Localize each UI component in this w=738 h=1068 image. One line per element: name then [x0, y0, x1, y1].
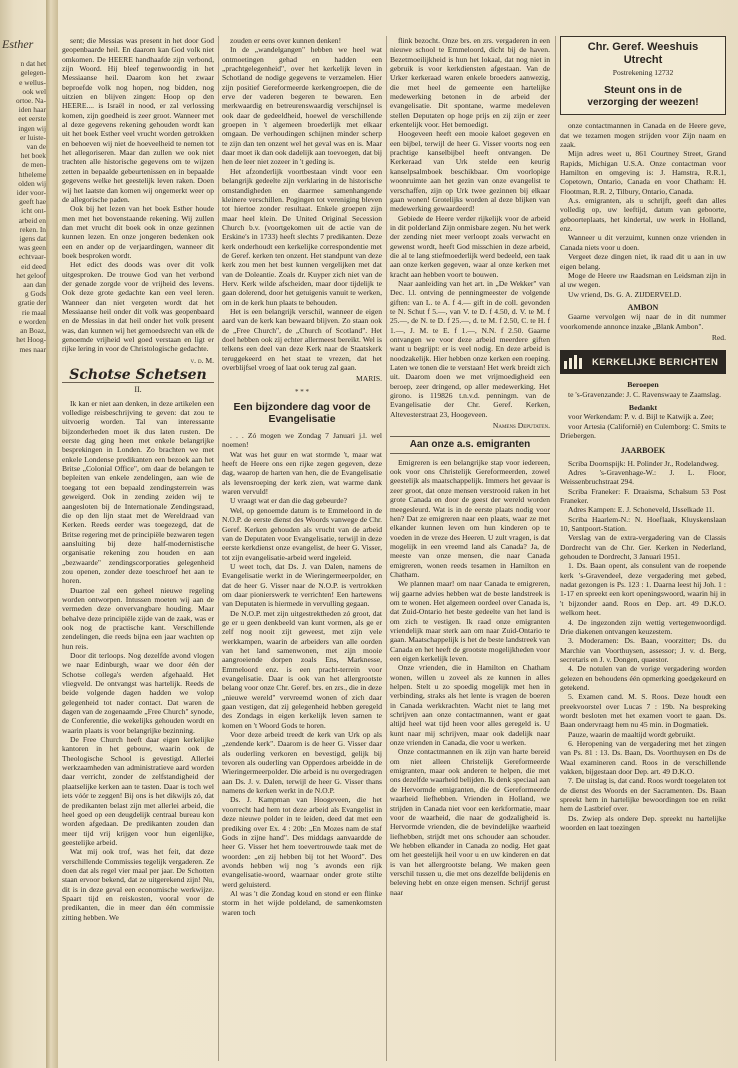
- edge-line: eid deed: [21, 261, 46, 271]
- section-title-schotse-schetsen: Schotse Schetsen: [62, 371, 214, 383]
- edge-line: er luiste-: [19, 132, 46, 142]
- verslag-paragraph: Ds. Zwiep als ondere Dep. spreekt nu hartelijke woorden en laat toezingen: [560, 813, 726, 833]
- edge-header: Esther: [2, 40, 34, 51]
- paragraph: Onze contactmannen en ik zijn van harte bereid om niet alleen Christelijk Gereformeerde emigranten, maar ook anderen te helpen, die met ons dezelfde waarheid belijden. Ik denk speciaal aan de Hervormde emigranten, die de Gereformeerde waarheid liefhebben. Vrienden in Holland, we strijden in Canada niet voor een kerkformatie, maar voor de waarheid, die naar de godzaligheid is. Hervormde vrienden, die de bevindelijke waarheid liefhebben, strijdt met ons schouder aan schouder. We hebben elkander in Canada zo nodig. Het gaat om het geestelijk heil voor u en uw kinderen en dat is van het allergrootste belang. We maken geen verschil tussen u, die met ons dezelfde belijdenis en beleving hebt en onze eigen mensen. Schrijf gerust naar: [390, 747, 550, 897]
- paragraph: Het edict des doods was over dit volk uitgesproken. De trouwe God van het verbond der genade zorgde voor de vrijheid des levens. Ook deze grote gedachte kan een veel leren. Wanneer dan niet vergeten wordt dat het Messiaanse heil onder dit volk was geopenbaard en de Messias in dat heil onder het volk present was, dan kunnen wij het gemoedsrecht van elk de genoemde vrijheid wel goed verstaan en ligt er rijke lering in voor de Christologische gedachte.: [62, 260, 214, 354]
- paragraph: zouden er eens over kunnen denken!: [230, 36, 342, 45]
- paragraph: Voor deze arbeid treedt de kerk van Urk op als „zendende kerk". Daarom is de heer G. Visser daar als ouderling verkoren en bevestigd, gelijk bij tevoren als ouderling van Opperdoes arbeidde in de Wieringermeerpolder. Die arbeid is nu overgedragen aan Ds. J. v. Dalen, terwijl de heer G. Visser thans namens de kerken werkt in de N.O.P.: [222, 730, 382, 796]
- verslag-paragraph: 5. Examen cand. M. S. Roos. Deze houdt een preekvoorstel over Lucas 7 : 19b. Na bespreking wordt besloten met het examen voort te gaan. Ds. Baan ondervraagt hem nu 45 min. in Dogmatiek.: [560, 692, 726, 730]
- column-2: [222, 36, 382, 1061]
- paragraph: Moge de Heere uw Raadsman en Leidsman zijn in al uw wegen.: [560, 270, 726, 290]
- paragraph: Wat mij ook trof, was het feit, dat deze verschillende Commissies tegelijk vergaderen. Ze doen dat als regel vier maal per jaar. De Schotten staan ervoor bekend, dat ze uitgerekend zijn! Nu, dit is in deze geval een economische werkwijze. Spaart tijd en reiskosten, vooral voor de predikanten, die in meer dan één commissie zitting hebben. We: [62, 847, 214, 922]
- paragraph: In de „wandelgangen" hebben we heel wat ontmoetingen gehad en hadden een „prachtgelegenheid", over het kerkelijk leven in Schotland de nodige gegevens te verzamelen. Hier zijn positief Gereformeerde kerkengroepen, die de erve der vaderen begeren te bewaren. Een merkwaardig en betreurenswaardig verschijnsel is ook daar de gedeeldheid, hoewel de verschillende groepen in 't algemeen broederlijk met elkaar omgaan. De verhoudingen schijnen minder scherp te zijn dan ten onzent wel het geval was en is. Maar daar moet ik dan ook dadelijk aan toevoegen, dat bij hen de leer niet zozeer in 't geding is.: [222, 45, 382, 167]
- beroepen-title: Beroepen: [627, 380, 659, 390]
- paragraph: Wel, op genoemde datum is te Emmeloord in de N.O.P. de eerste dienst des Woords vanwege de Chr. Geref. Kerken gehouden als vrucht van de arbeid van de Deputaten voor Evangelisatie, terwijl in deze eerste kerkdienst onze evangelist, de heer G. Visser, tot zijn evangelisatie-arbeid werd ingeleid.: [222, 505, 382, 562]
- edge-line: arbeid en: [18, 215, 46, 225]
- paragraph: U weet toch, dat Ds. J. van Dalen, namens de Evangelisatie werkt in de Wieringermeerpolder, en dat de heer G. Visser naar de N.O.P. is vertrokken om daar pionierswerk te verrichten! Een hartewens van Deputaten is hiermede in vervulling gegaan.: [222, 561, 382, 609]
- left-edge-column: [0, 40, 46, 1060]
- paragraph: Wanneer u dit verzuimt, kunnen onze vrienden in Canada niets voor u doen.: [560, 233, 726, 252]
- edge-line: eet eerste: [18, 114, 46, 124]
- column-rule: [218, 36, 219, 1061]
- ambon-text: Gaarne vervolgen wij naar de in dit nummer voorkomende annonce inzake „Blank Ambon".: [560, 312, 726, 331]
- edge-line: an Boaz,: [20, 326, 46, 336]
- edge-line: e worden: [18, 316, 46, 326]
- verslag-paragraph: 1. Ds. Baan opent, als consulent van de roepende kerk 's-Gravendeel, deze vergadering met gebed, nadat gezongen is Ps. 123 : 1. Daarna leest hij Joh. 1 : 1-17 en spreekt een kort openingswoord, waarin hij in 't bijzonder aand. Roos en Dep. art. 49 D.K.O. welkom heet.: [560, 561, 726, 618]
- edge-line: het geloof: [16, 270, 46, 280]
- paragraph: De Free Church heeft daar eigen kerkelijke kantoren in het gebouw, waarin ook de Theologische School is gevestigd. Allerlei werkzaamheden van administratieve aard worden daar verricht, zonder de zelfstandigheid der plaatselijke kerken aan te tasten. Daar is toch wel iets vóór te zeggen! Bij ons is het dikwijls zó, dat de predikanten belast zijn met allerlei arbeid, die heel goed op een deugdelijk centraal bureau kon worden afgedaan. De predikanten zouden dan meer tijd vrij krijgen voor hun eigenlijke, geestelijke arbeid.: [62, 735, 214, 847]
- edge-line: aan dan: [23, 280, 46, 290]
- edge-line: was geen: [18, 243, 46, 253]
- part-number: II.: [134, 385, 142, 395]
- paragraph: Ds. J. Kampman van Hoogeveen, die het voorrecht had hem tot deze arbeid als Evangelist in deze nieuwe polder in te leiden, deed dat met een prediking over Ex. 4 : 20b: „En Mozes nam de staf Gods in zijne hand". Des middags aanvaardde de heer G. Visser het hem toevertrouwde taak met de woorden: „en zij hebben bij tot het Woord". Des avonds hebben wij nog 's avonds een rijk evangelisatie-woord, waarnaar onder grote stilte werd geluisterd.: [222, 795, 382, 889]
- edge-line: igens dat: [19, 234, 46, 244]
- edge-line: echtvaar-: [18, 252, 46, 262]
- bedankt-line: voor Werkendam: P. v. d. Bijl te Katwijk a. Zee;: [568, 412, 714, 422]
- edge-line: reken. In: [19, 224, 46, 234]
- paragraph: Naar aanleiding van het art. in „De Wekker" van Dec. l.l. ontving de penningmeester de volgende giften: van L. te A. f 4.— gift in de coll. gevonden te N. Schut f 5.—, van V. te D. f 4.50, d. V. te M. f 25.—, de N. te D. f 25.—, d. te M. f 2.50, C. te H. f 1.—, J. M. te E. f 1.—, N.N. f 2.50. Gaarne ontvangen we voor deze arbeid meerdere giften want u begrijpt: er is veel nodig. En deze arbeid is noodzakelijk. Hier hebben onze kerken een roeping. Laten we tonen die te verstaan! Het werk breidt zich uit. Daarom doen we met vrijmoedigheid een beroep, zeer dringend, op aller medewerking. Het girono. is 119826 t.n.v.d. penningm. van de Evangelisatie der Chr. Geref. Kerken, Altevesterstraat 23, Hoogeveen.: [390, 278, 550, 419]
- edge-line: gelegen-: [20, 68, 46, 78]
- paragraph: Ook bij het lezen van het boek Esther houde men met het bovenstaande rekening. Wij zullen dan met vrucht dit boek ook in onze gezinnen kunnen lezen. En onze jongeren bedenken ook een en ander op de verjaardingen, wanneer dit boek besproken wordt.: [62, 204, 214, 260]
- paragraph: De N.O.P. met zijn uitgestrektheden zó groot, dat ge er u geen denkbeeld van kunt vormen, als ge er zelf nog nooit zijt geweest, met zijn vele werkkampen, waarin de arbeiders van alle oorden van het land samenwonen, met zijn mooie aangroeiende dorpen zoals Ens, Marknesse, Emmeloord enz. is een pracht-terrein voor evangelisatie. Daar is ook van het allergrootste belang voor onze Chr. Geref. brs. en zrs., die in deze „nieuwe wereld" vervreemd wonen of zich daar gaan vestigen, dat zij gelegenheid hebben geregeld des Zondags in eigen kerkelijk leven samen te komen en 't Woord Gods te horen.: [222, 608, 382, 730]
- verslag-paragraph: 3. Moderamen: Ds. Baan, voorzitter; Ds. du Marchie van Voorthuysen, assessor; J. v. d. Berg, secretaris en J. v. Dongen, quaestor.: [560, 636, 726, 664]
- edge-line: het boek: [20, 151, 46, 161]
- paragraph: sent; die Messias was present in het door God geopenbaarde heil. En daarom kan God volk niet omkomen. De HEERE handhaafde zijn verbond, zijn Woord. Hij bleef tegenwoordig in het Messiaanse heil. Daarom kon het zwaar beproefde volk nog hopen, nog bidden, nog uitzien en blijven zingen: Hoop op den HEERE.... is Israël in nood, er zal verlossing komen, zijn goedheid is zeer groot. Wanneer met al deze gegevens rekening gehouden wordt kan uit het boek Esther veel vrucht worden getrokken en behoeven wij niet de hoeveelheid te nemen tot het allegoriseren. Maar dan zullen we ook niet trachten alle historische gegevens om te wijzen zetten in bepaalde gebeurtenissen en in bepaalde gegevens welke het geestelijk leven raken. Doen wij het laatste dan komen wij ongemerkt weer op de allegorische paden.: [62, 36, 214, 204]
- paragraph: Duartoe zal een geheel nieuwe regeling worden ontworpen. Intussen moeten wij aan de vermeden deze onvervangbare houding. Maar behalve deze principiële zijde van de zaak, was er ook nog de practische kant. Verschillende zendelingen, die reeds bijna een jaar wachten op hun reis.: [62, 585, 214, 651]
- paragraph: Het afzonderlijk voortbestaan vindt voor een belangrijk gedeelte zijn verklaring in de historische omstandigheden en daarmee samenhangende kleinere verschillen. Pogingen tot vereniging bleven tot hiertoe zonder resultaat. Enkele groepen zijn maar heel klein. De United Original Secession Church b.v. (voortgekomen uit de actie van de Erskine's in 1733) heeft slechts 7 predikanten. Deze kerk onderhoudt een kerkelijke correspondentie met de Geref. kerken ten onzent. Het standpunt van deze kerk zou men het best kunnen vergelijken met dat van de Doleantie. Zoals dr. Kuyper zich niet van de Herv. Kerk wilde afscheiden, maar door tijdelijk te gaan dolerend, door het getuigenis vanuit te werken, om in de kerk hun plaats te behouden.: [222, 166, 382, 307]
- edge-line: olden wij: [18, 178, 46, 188]
- paragraph: Door dit terloops. Nog dezelfde avond vlogen we naar Edinburgh, waar we door één der Schotse collega's werden afgehaald. Het vliegveld. De ontvangst was hartelijk. Reeds de beide volgende dagen hadden we volop gelegenheid tot nader contact. Dat waren de dagen van de zogenaamde „Free Church" synode, de Conferentie, die wekelijks gehouden wordt en waarin plaats is voor belangrijke bezinning.: [62, 651, 214, 735]
- paragraph: Al was 't die Zondag koud en stond er een flinke storm in het wijde poldeland, de samenkomsten waren toch: [222, 888, 382, 917]
- verslag-paragraph: 4. De notulen van de vorige vergadering worden gelezen en behoudens één opmerking goedgekeurd en getekend.: [560, 664, 726, 692]
- signature: v. d. M.: [190, 355, 214, 365]
- edge-line: ortoe. Na-: [16, 96, 46, 106]
- separator: * * *: [295, 387, 309, 396]
- verslag-paragraph: Verslag van de extra-vergadering van de Classis Dordrecht van de Chr. Ger. Kerken in Nederland, gehouden te Dordrecht, 3 Januari 1951.: [560, 533, 726, 562]
- jaarboek-title: JAARBOEK: [620, 446, 666, 456]
- bedankt-line: voor Artesia (Californië) en Culemborg: C. Smits te Driebergen.: [560, 421, 726, 440]
- paragraph: flink bezocht. Onze brs. en zrs. vergaderen in een nieuwe school te Emmeloord, dicht bij de haven. Bezetmoeilijkheid is hun het lokaal, dat nog niet in gebruik is voor kerkdiensten afgestaan. Van de Urker kerkeraad waren enkele broeders aanwezig, die met heel de gemeente een hartelijke medewerking betonen in de arbeid der evangelisatie. Dit spontane, warme medeleven stellen Deputaten op hoge prijs en zij zijn er zeer erkentelijk voor. Het bemoedigt.: [390, 36, 550, 130]
- bedankt-title: Bedankt: [628, 402, 658, 412]
- edge-line: mes naar: [19, 344, 46, 354]
- edge-lines: [0, 59, 46, 354]
- column-3: [390, 36, 550, 1061]
- edge-line: ook wel: [22, 86, 46, 96]
- signature: Namens Deputaten.: [492, 421, 550, 431]
- ad-title-line-1: Chr. Geref. Weeshuis: [587, 41, 699, 53]
- church-bars-icon: [564, 355, 586, 369]
- paragraph: A.s. emigranten, als u schrijft, geeft dan alles volledig op, uw leeftijd, datum van geboorte, geboorteplaats, het kindertal, uw werk in Holland, enz.: [560, 196, 726, 234]
- column-rule: [555, 36, 556, 1061]
- column-1: [62, 36, 214, 1061]
- headline-evangelisatie: Een bijzondere dag voor de Evangelisatie: [233, 401, 371, 426]
- signature: MARIS.: [356, 374, 382, 384]
- verslag-paragraph: 7. De uitslag is, dat cand. Roos wordt toegelaten tot de dienst des Woords en der Sacramenten. Ds. Baan spreekt hem in hartelijke bewoordingen toe en reikt hem de Lastbrief over.: [560, 776, 726, 814]
- jaarboek-line: Scriba Franeker: F. Draaisma, Schalsum 53 Post Franeker.: [560, 486, 726, 506]
- verslag-paragraph: 4. De ingezonden zijn wettig vertegenwoordigd. Drie diakenen ontvangen keuzestem.: [560, 617, 726, 636]
- schotse-article-body: [62, 399, 214, 922]
- page-spine: [46, 0, 58, 1068]
- esther-article-body: [62, 36, 214, 354]
- edge-line: geeft hae: [19, 197, 46, 207]
- kerkelijke-berichten-banner: [560, 350, 726, 374]
- ad-title: [565, 41, 721, 67]
- ad-title-line-2: Utrecht: [623, 54, 663, 66]
- ambon-title: AMBON: [627, 302, 659, 312]
- edge-line: icht ont-: [21, 206, 46, 216]
- edge-line: g Gods: [24, 289, 46, 299]
- jaarboek-line: Adres 's-Gravenhage-W.: J. L. Floor, Weissenbruchstraat 294.: [560, 468, 726, 487]
- edge-line: rie maal: [21, 307, 46, 317]
- ad-slogan-line-2: verzorging der weezen!: [587, 97, 699, 109]
- paragraph: onze contactmannen in Canada en de Heere geve, dat we tezamen mogen strijden voor Zijn naam en zaak.: [560, 121, 726, 150]
- paragraph: Hoogeveen heeft een mooie kaloet gegeven en een bijbel, terwijl de heer G. Visser voorts nog een prachtige kanselbijbel heeft ontvangen. De Kerkeraad van Urk stelde een keurig kanselpsalmboek beschikbaar. Om voorlopige woonruimte aan het gezin van onze evangelist te verschaffen, zijn op Urk twee gezinnen bij elkaar gaan wonen! Grotelijks worden al deze blijken van medewerking gewaardeerd!: [390, 129, 550, 214]
- edge-line: de men-: [21, 160, 46, 170]
- ad-postrekening: Postrekening 12732: [612, 68, 674, 77]
- verslag-paragraph: Pauze, waarin de maaltijd wordt gebruikt.: [568, 729, 696, 739]
- edge-line: htheleme: [18, 169, 46, 179]
- edge-line: ingen wij: [18, 123, 46, 133]
- paragraph: U vraagt wat er dan die dag gebeurde?: [230, 496, 348, 506]
- weeshuis-advertisement: [560, 36, 726, 115]
- paragraph: Mijn adres weet u, 861 Courtney Street, Grand Rapids, Michigan U.S.A. Onze contactman voor Hamilton en omgeving is: J. Hamstra, R.R.1, Copetown, Ontario, Canada en voor Chatham: H. Flootman, R.R. 2, Tilbury, Ontario, Canada.: [560, 149, 726, 196]
- paragraph: Emigreren is een belangrijke stap voor iedereen, ook voor ons Christelijk Gereformeerden, zowel geestelijk als maatschappelijk. Immers het gevaar is zeer groot, dat onze mensen verstrooid raken in het grote Canada en door de geest der wereld worden meegesleurd. Wat is in de eerste plaats nodig voor hen? Dat ze emigreren naar een plaats, waar ze met elkander kunnen leven om hun kinderen op te voeden in de vreze des Heeren. U zult vragen, is dat mogelijk in een vreemd land als Canada? Ja, de meeste van onze mensen, die naar Canada emigreren, wonen reeds tesamen in Hamilton en Chatham.: [390, 457, 550, 579]
- edge-line: e wellus-: [19, 77, 46, 87]
- verslag-paragraph: 6. Heropening van de vergadering met het zingen van Ps. 81 : 13. Ds. Baan, Ds. Voorthuysen en Ds de Waal examineren cand. Roos in de verschillende vakken, bijgestaan door Dep. art. 49 D.K.O.: [560, 738, 726, 776]
- paragraph: Wat was het guur en wat stormde 't, maar wat heeft de Heere ons een rijke zegen gegeven, deze dag, waarop de harten van hen, die de Evangelisatie als levensroeping der kerk zien, wat warme dank waren vervuld!: [222, 449, 382, 497]
- paragraph: Gebiede de Heere verder rijkelijk voor de arbeid in dit polderland Zijn onmisbare zegen. Nu het werk der zending niet meer verloopt zoals verwacht en gewenst wordt, heeft God misschien in deze arbeid, die al te lang stiefmoederlijk werd bedeeld, een taak aan onze kerken gegeven, waar al onze kerken met kracht aan hebben voort te bouwen.: [390, 213, 550, 279]
- paragraph: Ik kan er niet aan denken, in deze artikelen een volledige reisbeschrijving te geven: dat zou te uitvoerig worden. Tal van interessante bijzonderheden moet ik dus laten rusten. De eerste dag ging heen met enkele belangrijke besprekingen in Londen. Zo brachten we met enkele Londense predikanten een bezoek aan het Britse „Colonial Office", om daar de belangen te bepleiten van enkele zendelingen, aan wie de toegang tot een bepaald zendingsterrein was geweigerd. Ook in zending zeiden wij te aangesloten bij de Internationale Zendingsraad, die op den lijn staat met de Wereldraad van Kerken. Reeds eerder was toegezegd, dat de Britse regering met de principiële bezwaren tegen aansluiting bij deze half-modernistische organisatie rekening zou houden en aan „bezwaarde" zendingscorporaties gelegenheid zou openen, zonder deze toeschroef het aan te horen.: [62, 398, 214, 586]
- ad-slogan-line-1: Steunt ons in de: [604, 85, 682, 97]
- paragraph: We plannen maar! om naar Canada te emigreren, wij gaarne advies hebben wat de beste landstreek is om te wonen. Het algemeen oordeel over Canada is, dat Zuid-Ontario het beste gedeelte van het land is om zich te vestigen. Ik raad onze emigranten vriendelijk maar sterk aan om naar Zuid-Ontario te gaan. Maatschappelijk is het de beste landstreek van Canada en het heeft de grootste mogelijkheden voor een eigen kerkelijk leven.: [390, 579, 550, 663]
- paragraph: Onze vrienden, die in Hamilton en Chatham wonen, willen u zoveel als ze kunnen in alles helpen. Stelt u zo spoedig mogelijk met hen in verbinding, straks als het lente is vragen de boeren in Canada werkkrachten. Wacht niet te lang met schrijven aan onze contactmannen, want er gaat altijd heel wat tijd heen voor alles geregeld is. U kunt naar mij schrijven, maar ook dadelijk naar onze vrienden in Canada, die voor u werken.: [390, 663, 550, 748]
- ad-slogan: [565, 85, 721, 109]
- edge-line: gratie der: [17, 298, 46, 308]
- paragraph: Het is een belangrijk verschil, wanneer de eigen aard van de kerk kan bewaard blijven. Zo staan ook de „Free Church", de „Church of Scotland". Het doel hebben ook zij echter allermeest bereikt. Wel is telkens een deel van deze Kerk naar de Staatskerk teruggekeerd en het staat te vrezen, dat het overblijfsel vroeg of laat ook terug zal gaan.: [222, 306, 382, 373]
- edge-line: n dat het: [20, 59, 46, 69]
- paragraph: Vergeet deze dingen niet, ik raad dit u aan in uw eigen belang.: [560, 252, 726, 271]
- jaarboek-line: Adres Kampen: E. J. Schoneveld, IJsselkade 11.: [568, 505, 715, 515]
- beroepen-text: te 's-Gravenzande: J. C. Ravenswaay te Zaamslag.: [568, 389, 721, 399]
- edge-line: van de: [26, 142, 46, 152]
- headline-emigranten: Aan onze a.s. emigranten: [390, 436, 550, 453]
- jaarboek-line: Scriba Doornspijk: H. Polinder Jr., Rodelandweg.: [568, 458, 719, 468]
- edge-line: iden haar: [18, 105, 46, 115]
- edge-line: het Hoog-: [16, 335, 46, 345]
- jaarboek-line: Scriba Haarlem-N.: N. Hoeflaak, Kluyskenslaan 10, Santpoort-Station.: [560, 514, 726, 534]
- column-rule: [386, 36, 387, 1061]
- paragraph: . . . Zó mogen we Zondag 7 Januari j.l. wel noemen!: [222, 431, 382, 450]
- edge-line: ider voor-: [16, 188, 46, 198]
- banner-label: KERKELIJKE BERICHTEN: [592, 356, 719, 368]
- paragraph: Uw vriend, Ds. G. A. ZIJDERVELD.: [568, 289, 682, 299]
- column-4: [560, 36, 726, 1061]
- ambon-signature: Red.: [711, 332, 726, 342]
